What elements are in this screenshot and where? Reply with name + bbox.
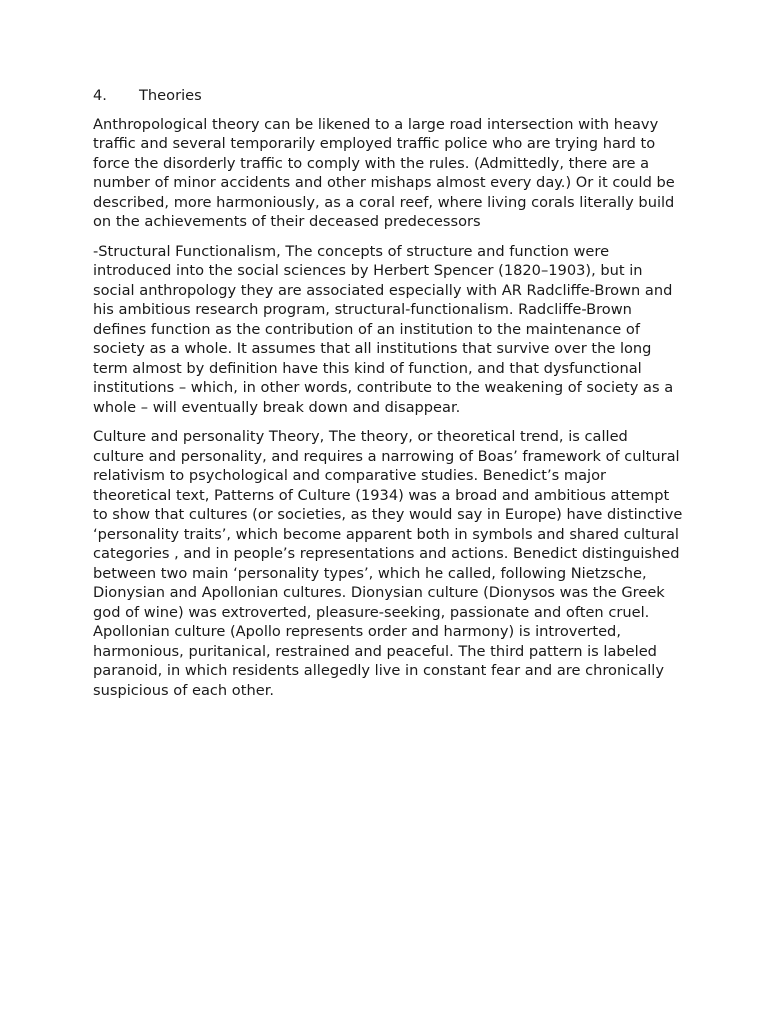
section-heading xyxy=(93,86,683,106)
section-title: Theories xyxy=(139,87,202,104)
paragraph-intro: Anthropological theory can be likened to a large road intersection with heavy traffic and several temporarily employed traffic police who are trying hard to force the disorderly traffic to comply with the rules. (Admittedly, there are a number of minor accidents and other mishaps almost every day.) Or it could be described, more harmoniously, as a coral reef, where living corals literally build on the achievements of their deceased predecessors xyxy=(93,115,675,230)
section-number: 4. xyxy=(93,87,107,104)
paragraph-structural-functionalism: -Structural Functionalism, The concepts of structure and function were introduced into the social sciences by Herbert Spencer (1820–1903), but in social anthropology they are associated especially with AR Radcliffe-Brown and his ambitious research program, structural-functionalism. Radcliffe-Brown defines function as the contribution of an institution to the maintenance of society as a whole. It assumes that all institutions that survive over the long term almost by definition have this kind of function, and that dysfunctional institutions – which, in other words, contribute to the weakening of society as a whole – will eventually break down and disappear. xyxy=(93,242,674,416)
document-body xyxy=(93,86,683,710)
paragraph-culture-and-personality: Culture and personality Theory, The theory, or theoretical trend, is called culture and personality, and requires a narrowing of Boas’ framework of cultural relativism to psychological and comparative studies. Benedict’s major theoretical text, Patterns of Culture (1934) was a broad and ambitious attempt to show that cultures (or societies, as they would say in Europe) have distinctive ‘personality traits’, which become apparent both in symbols and shared cultural categories , and in people’s representations and actions. Benedict distinguished between two main ‘personality types’, which he called, following Nietzsche, Dionysian and Apollonian cultures. Dionysian culture (Dionysos was the Greek god of wine) was extroverted, pleasure-seeking, passionate and often cruel. Apollonian culture (Apollo represents order and harmony) is introverted, harmonious, puritanical, restrained and peaceful. The third pattern is labeled paranoid, in which residents allegedly live in constant fear and are chronically suspicious of each other. xyxy=(93,428,683,699)
